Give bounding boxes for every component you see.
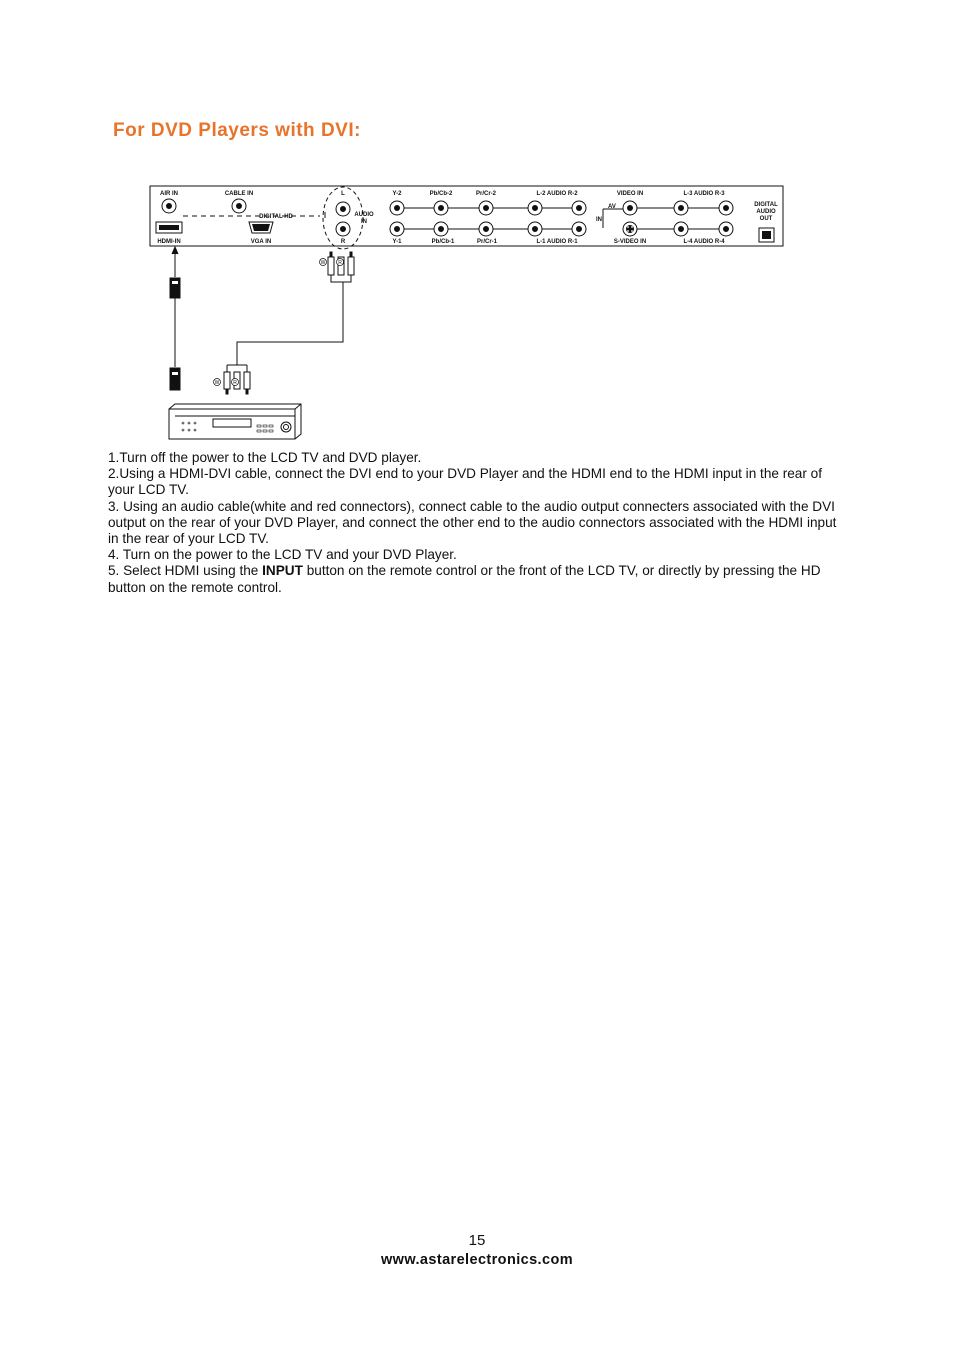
page-number: 15 — [468, 1232, 486, 1249]
page-title: For DVD Players with DVI: — [113, 120, 361, 141]
step-2: 2.Using a HDMI-DVI cable, connect the DVI end to your DVD Player and the HDMI end to the HDMI input in the rear of your LCD TV. — [108, 466, 823, 498]
label-av: AV — [608, 204, 616, 210]
label-vga-in: VGA IN — [250, 239, 272, 245]
label-hdmi-in: HDMI-IN — [157, 239, 181, 245]
hdmi-port — [156, 222, 182, 233]
label-audio-l4-r4: L-4 AUDIO R-4 — [683, 239, 725, 245]
label-digital-hd: DIGITAL HD — [259, 214, 293, 220]
label-video-in: VIDEO IN — [616, 191, 644, 197]
label-prcr2: Pr/Cr-2 — [475, 191, 497, 197]
label-digital-audio-out-2: AUDIO — [756, 209, 776, 215]
label-audio-r: R — [340, 239, 346, 245]
s-video-jack — [623, 222, 637, 236]
label-in: IN — [596, 217, 602, 223]
digital-audio-out-port — [759, 228, 774, 242]
label-digital-audio-out-3: OUT — [759, 216, 773, 222]
label-air-in: AIR IN — [160, 191, 178, 197]
vga-port — [249, 222, 273, 233]
label-y1: Y-1 — [392, 239, 402, 245]
step-5 — [108, 563, 848, 595]
step-5-post: button on the remote control or the front of the LCD TV, or directly by pressing the HD button on the remote control. — [108, 563, 821, 595]
label-audio-l: L — [341, 191, 345, 197]
label-digital-audio-out-1: DIGITAL — [754, 202, 778, 208]
connection-diagram — [0, 0, 954, 450]
plug-r-label-bottom: R — [233, 380, 237, 386]
label-audio-in-2: IN — [361, 219, 367, 225]
website-url: www.astarelectronics.com — [381, 1252, 573, 1268]
label-audio-l1-r1: L-1 AUDIO R-1 — [536, 239, 578, 245]
label-svideo-in: S-VIDEO IN — [613, 239, 647, 245]
plug-w-label-bottom: W — [214, 380, 220, 386]
instructions — [108, 450, 848, 596]
label-prcr1: Pr/Cr-1 — [476, 239, 498, 245]
plug-w-label-top: W — [320, 260, 326, 266]
hdmi-dvi-cable — [170, 247, 180, 390]
plug-r-label-top: R — [338, 260, 342, 266]
label-pbcb2: Pb/Cb-2 — [429, 191, 453, 197]
dvd-player — [169, 404, 301, 439]
label-audio-in-1: AUDIO — [354, 212, 374, 218]
label-audio-l3-r3: L-3 AUDIO R-3 — [683, 191, 725, 197]
step-4: 4. Turn on the power to the LCD TV and your DVD Player. — [108, 547, 457, 563]
step-5-pre: 5. Select HDMI using the — [108, 563, 263, 579]
step-3: 3. Using an audio cable(white and red connectors), connect cable to the audio output connecters associated with the DVI output on the rear of your DVD Player, and connect the other end to the audio connectors associated with the HDMI input in the rear of your LCD TV. — [108, 498, 837, 547]
step-5-input-keyword: INPUT — [262, 563, 303, 579]
step-1: 1.Turn off the power to the LCD TV and DVD player. — [108, 450, 422, 465]
label-y2: Y-2 — [392, 191, 402, 197]
label-pbcb1: Pb/Cb-1 — [431, 239, 455, 245]
label-audio-l2-r2: L-2 AUDIO R-2 — [536, 191, 578, 197]
label-cable-in: CABLE IN — [224, 191, 254, 197]
audio-cable — [224, 252, 354, 394]
